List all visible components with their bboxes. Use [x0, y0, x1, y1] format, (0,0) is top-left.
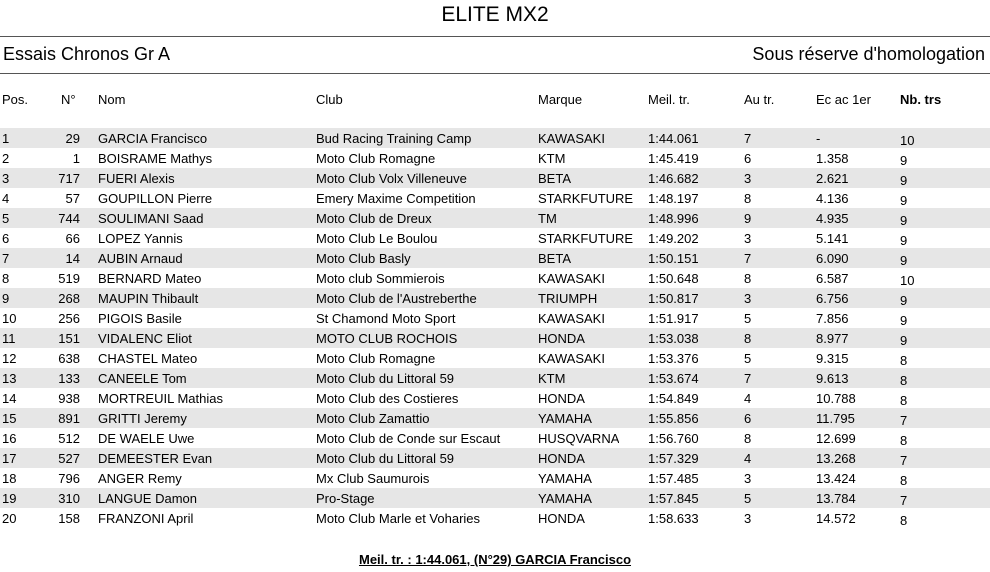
- cell-ec: 9.613: [816, 371, 849, 386]
- cell-num: 638: [58, 351, 80, 366]
- cell-nom: MAUPIN Thibault: [98, 291, 199, 306]
- cell-club: MOTO CLUB ROCHOIS: [316, 331, 458, 346]
- cell-ec: -: [816, 131, 821, 146]
- cell-au: 9: [744, 211, 752, 226]
- cell-au: 7: [744, 371, 752, 386]
- cell-meil: 1:51.917: [648, 311, 699, 326]
- cell-marque: TM: [538, 211, 557, 226]
- cell-nb: 9: [900, 153, 908, 168]
- cell-nb: 8: [900, 473, 908, 488]
- cell-meil: 1:48.197: [648, 191, 699, 206]
- homologation-note: Sous réserve d'homologation: [752, 44, 985, 64]
- cell-ec: 13.784: [816, 491, 856, 506]
- cell-au: 3: [744, 471, 752, 486]
- cell-ec: 6.090: [816, 251, 849, 266]
- divider-top: [0, 36, 990, 37]
- cell-meil: 1:58.633: [648, 511, 699, 526]
- cell-club: Moto Club Basly: [316, 251, 411, 266]
- cell-au: 7: [744, 251, 752, 266]
- cell-au: 6: [744, 411, 752, 426]
- cell-au: 8: [744, 271, 752, 286]
- cell-pos: 12: [2, 351, 17, 366]
- cell-pos: 10: [2, 311, 17, 326]
- cell-num: 796: [58, 471, 80, 486]
- cell-pos: 6: [2, 231, 10, 246]
- cell-meil: 1:53.376: [648, 351, 699, 366]
- cell-nom: BERNARD Mateo: [98, 271, 202, 286]
- cell-num: 891: [58, 411, 80, 426]
- cell-club: Moto Club Le Boulou: [316, 231, 438, 246]
- cell-nom: FUERI Alexis: [98, 171, 175, 186]
- cell-nom: SOULIMANI Saad: [98, 211, 204, 226]
- cell-nb: 10: [900, 273, 915, 288]
- table-row: [0, 148, 990, 168]
- col-header-club: Club: [316, 92, 343, 107]
- table-row: [0, 128, 990, 148]
- cell-au: 6: [744, 151, 752, 166]
- cell-nom: LANGUE Damon: [98, 491, 197, 506]
- col-header-num: N°: [61, 92, 76, 107]
- cell-marque: KTM: [538, 151, 566, 166]
- cell-meil: 1:50.648: [648, 271, 699, 286]
- cell-nb: 8: [900, 393, 908, 408]
- cell-meil: 1:57.329: [648, 451, 699, 466]
- table-row: [0, 348, 990, 368]
- cell-pos: 11: [2, 331, 16, 346]
- cell-au: 5: [744, 311, 752, 326]
- cell-club: Moto Club de Conde sur Escaut: [316, 431, 501, 446]
- cell-ec: 7.856: [816, 311, 849, 326]
- cell-au: 3: [744, 291, 752, 306]
- cell-num: 717: [58, 171, 80, 186]
- col-header-nb: Nb. trs: [900, 92, 942, 107]
- cell-meil: 1:54.849: [648, 391, 699, 406]
- cell-num: 512: [58, 431, 80, 446]
- cell-nb: 9: [900, 173, 908, 188]
- cell-au: 7: [744, 131, 752, 146]
- col-header-ec: Ec ac 1er: [816, 92, 871, 107]
- cell-meil: 1:45.419: [648, 151, 699, 166]
- table-row: [0, 408, 990, 428]
- table-row: [0, 328, 990, 348]
- col-header-nom: Nom: [98, 92, 126, 107]
- cell-nom: MORTREUIL Mathias: [98, 391, 223, 406]
- cell-ec: 1.358: [816, 151, 849, 166]
- cell-ec: 12.699: [816, 431, 856, 446]
- table-row: [0, 428, 990, 448]
- cell-club: Moto Club du Littoral 59: [316, 371, 455, 386]
- cell-marque: HUSQVARNA: [538, 431, 620, 446]
- cell-nb: 7: [900, 453, 908, 468]
- cell-marque: KAWASAKI: [538, 271, 605, 286]
- cell-club: Moto Club du Littoral 59: [316, 451, 455, 466]
- cell-num: 158: [58, 511, 80, 526]
- results-table: [0, 128, 990, 528]
- cell-meil: 1:57.845: [648, 491, 699, 506]
- cell-nom: GOUPILLON Pierre: [98, 191, 213, 206]
- cell-nom: BOISRAME Mathys: [98, 151, 213, 166]
- cell-nom: AUBIN Arnaud: [98, 251, 183, 266]
- cell-marque: HONDA: [538, 331, 585, 346]
- cell-meil: 1:57.485: [648, 471, 699, 486]
- page-title: ELITE MX2: [441, 3, 549, 26]
- cell-pos: 19: [2, 491, 17, 506]
- cell-num: 519: [58, 271, 80, 286]
- table-row: [0, 488, 990, 508]
- cell-au: 4: [744, 451, 752, 466]
- cell-marque: HONDA: [538, 451, 585, 466]
- cell-club: Moto Club Volx Villeneuve: [316, 171, 467, 186]
- cell-meil: 1:48.996: [648, 211, 699, 226]
- cell-marque: TRIUMPH: [538, 291, 598, 306]
- cell-club: Moto club Sommierois: [316, 271, 445, 286]
- cell-nom: VIDALENC Eliot: [98, 331, 192, 346]
- table-row: [0, 168, 990, 188]
- cell-nb: 8: [900, 513, 908, 528]
- cell-nom: FRANZONI April: [98, 511, 194, 526]
- table-row: [0, 288, 990, 308]
- cell-ec: 14.572: [816, 511, 856, 526]
- cell-marque: HONDA: [538, 391, 585, 406]
- cell-num: 268: [58, 291, 80, 306]
- table-row: [0, 468, 990, 488]
- cell-marque: STARKFUTURE: [538, 191, 634, 206]
- cell-pos: 16: [2, 431, 17, 446]
- cell-marque: KAWASAKI: [538, 311, 605, 326]
- cell-meil: 1:50.817: [648, 291, 699, 306]
- cell-ec: 11.795: [816, 411, 855, 426]
- cell-nb: 7: [900, 493, 908, 508]
- cell-ec: 6.587: [816, 271, 849, 286]
- cell-nb: 9: [900, 213, 908, 228]
- cell-club: Moto Club de Dreux: [316, 211, 432, 226]
- cell-ec: 13.268: [816, 451, 856, 466]
- cell-pos: 4: [2, 191, 10, 206]
- cell-pos: 17: [2, 451, 17, 466]
- cell-marque: KTM: [538, 371, 566, 386]
- cell-nb: 8: [900, 353, 908, 368]
- table-row: [0, 508, 990, 528]
- cell-nom: GRITTI Jeremy: [98, 411, 187, 426]
- cell-num: 66: [65, 231, 80, 246]
- cell-pos: 15: [2, 411, 17, 426]
- cell-club: Moto Club Zamattio: [316, 411, 430, 426]
- cell-club: Moto Club de l'Austreberthe: [316, 291, 477, 306]
- table-row: [0, 188, 990, 208]
- table-row: [0, 248, 990, 268]
- cell-marque: HONDA: [538, 511, 585, 526]
- cell-num: 133: [58, 371, 80, 386]
- cell-marque: KAWASAKI: [538, 131, 605, 146]
- cell-club: St Chamond Moto Sport: [316, 311, 456, 326]
- cell-num: 151: [58, 331, 80, 346]
- cell-pos: 1: [2, 131, 10, 146]
- cell-marque: YAMAHA: [538, 471, 592, 486]
- cell-num: 744: [58, 211, 80, 226]
- table-row: [0, 448, 990, 468]
- cell-nom: CHASTEL Mateo: [98, 351, 198, 366]
- cell-pos: 18: [2, 471, 17, 486]
- cell-pos: 7: [2, 251, 10, 266]
- cell-ec: 9.315: [816, 351, 849, 366]
- cell-pos: 20: [2, 511, 17, 526]
- cell-meil: 1:44.061: [648, 131, 699, 146]
- cell-ec: 10.788: [816, 391, 856, 406]
- cell-ec: 2.621: [816, 171, 849, 186]
- cell-marque: STARKFUTURE: [538, 231, 634, 246]
- table-row: [0, 388, 990, 408]
- cell-marque: BETA: [538, 171, 571, 186]
- cell-club: Moto Club des Costieres: [316, 391, 459, 406]
- table-row: [0, 228, 990, 248]
- cell-marque: KAWASAKI: [538, 351, 605, 366]
- cell-club: Bud Racing Training Camp: [316, 131, 472, 146]
- cell-club: Moto Club Romagne: [316, 151, 436, 166]
- cell-ec: 4.935: [816, 211, 849, 226]
- cell-nom: GARCIA Francisco: [98, 131, 208, 146]
- cell-nb: 10: [900, 133, 915, 148]
- cell-meil: 1:50.151: [648, 251, 699, 266]
- cell-au: 4: [744, 391, 752, 406]
- table-row: [0, 268, 990, 288]
- cell-pos: 3: [2, 171, 10, 186]
- cell-au: 3: [744, 231, 752, 246]
- cell-nb: 7: [900, 413, 908, 428]
- cell-nb: 9: [900, 253, 908, 268]
- cell-au: 3: [744, 511, 752, 526]
- cell-num: 938: [58, 391, 80, 406]
- cell-meil: 1:55.856: [648, 411, 699, 426]
- cell-au: 8: [744, 331, 752, 346]
- cell-pos: 2: [2, 151, 10, 166]
- cell-num: 527: [58, 451, 80, 466]
- cell-club: Pro-Stage: [316, 491, 375, 506]
- cell-marque: BETA: [538, 251, 571, 266]
- cell-nom: PIGOIS Basile: [98, 311, 182, 326]
- cell-nom: ANGER Remy: [98, 471, 182, 486]
- cell-club: Moto Club Romagne: [316, 351, 436, 366]
- session-title: Essais Chronos Gr A: [3, 44, 171, 64]
- cell-pos: 8: [2, 271, 10, 286]
- cell-nb: 9: [900, 233, 908, 248]
- cell-ec: 8.977: [816, 331, 849, 346]
- cell-au: 8: [744, 191, 752, 206]
- col-header-marque: Marque: [538, 92, 583, 107]
- cell-pos: 9: [2, 291, 10, 306]
- best-lap-summary: Meil. tr. : 1:44.061, (N°29) GARCIA Francisco: [358, 552, 632, 567]
- col-header-meil: Meil. tr.: [648, 92, 690, 107]
- cell-meil: 1:46.682: [648, 171, 699, 186]
- divider-header: [0, 73, 990, 74]
- cell-num: 29: [65, 131, 80, 146]
- cell-au: 5: [744, 491, 752, 506]
- cell-num: 57: [65, 191, 80, 206]
- table-row: [0, 368, 990, 388]
- cell-nb: 9: [900, 293, 908, 308]
- cell-nb: 9: [900, 313, 908, 328]
- cell-au: 5: [744, 351, 752, 366]
- cell-nb: 9: [900, 333, 908, 348]
- table-row: [0, 308, 990, 328]
- cell-num: 1: [72, 151, 80, 166]
- cell-club: Moto Club Marle et Voharies: [316, 511, 481, 526]
- cell-marque: YAMAHA: [538, 411, 592, 426]
- cell-num: 310: [58, 491, 80, 506]
- cell-nom: LOPEZ Yannis: [98, 231, 183, 246]
- cell-num: 14: [65, 251, 80, 266]
- col-header-pos: Pos.: [2, 92, 29, 107]
- cell-club: Emery Maxime Competition: [316, 191, 476, 206]
- cell-ec: 5.141: [816, 231, 849, 246]
- cell-nb: 9: [900, 193, 908, 208]
- cell-nom: DE WAELE Uwe: [98, 431, 195, 446]
- cell-nb: 8: [900, 373, 908, 388]
- cell-pos: 13: [2, 371, 17, 386]
- cell-club: Mx Club Saumurois: [316, 471, 430, 486]
- cell-marque: YAMAHA: [538, 491, 592, 506]
- cell-au: 3: [744, 171, 752, 186]
- cell-ec: 13.424: [816, 471, 856, 486]
- cell-num: 256: [58, 311, 80, 326]
- cell-nom: DEMEESTER Evan: [98, 451, 213, 466]
- cell-nb: 8: [900, 433, 908, 448]
- cell-meil: 1:53.674: [648, 371, 699, 386]
- cell-pos: 14: [2, 391, 17, 406]
- col-header-au: Au tr.: [744, 92, 775, 107]
- cell-ec: 6.756: [816, 291, 849, 306]
- cell-pos: 5: [2, 211, 10, 226]
- cell-au: 8: [744, 431, 752, 446]
- cell-meil: 1:53.038: [648, 331, 699, 346]
- cell-ec: 4.136: [816, 191, 849, 206]
- cell-meil: 1:49.202: [648, 231, 699, 246]
- cell-meil: 1:56.760: [648, 431, 699, 446]
- cell-nom: CANEELE Tom: [98, 371, 187, 386]
- table-row: [0, 208, 990, 228]
